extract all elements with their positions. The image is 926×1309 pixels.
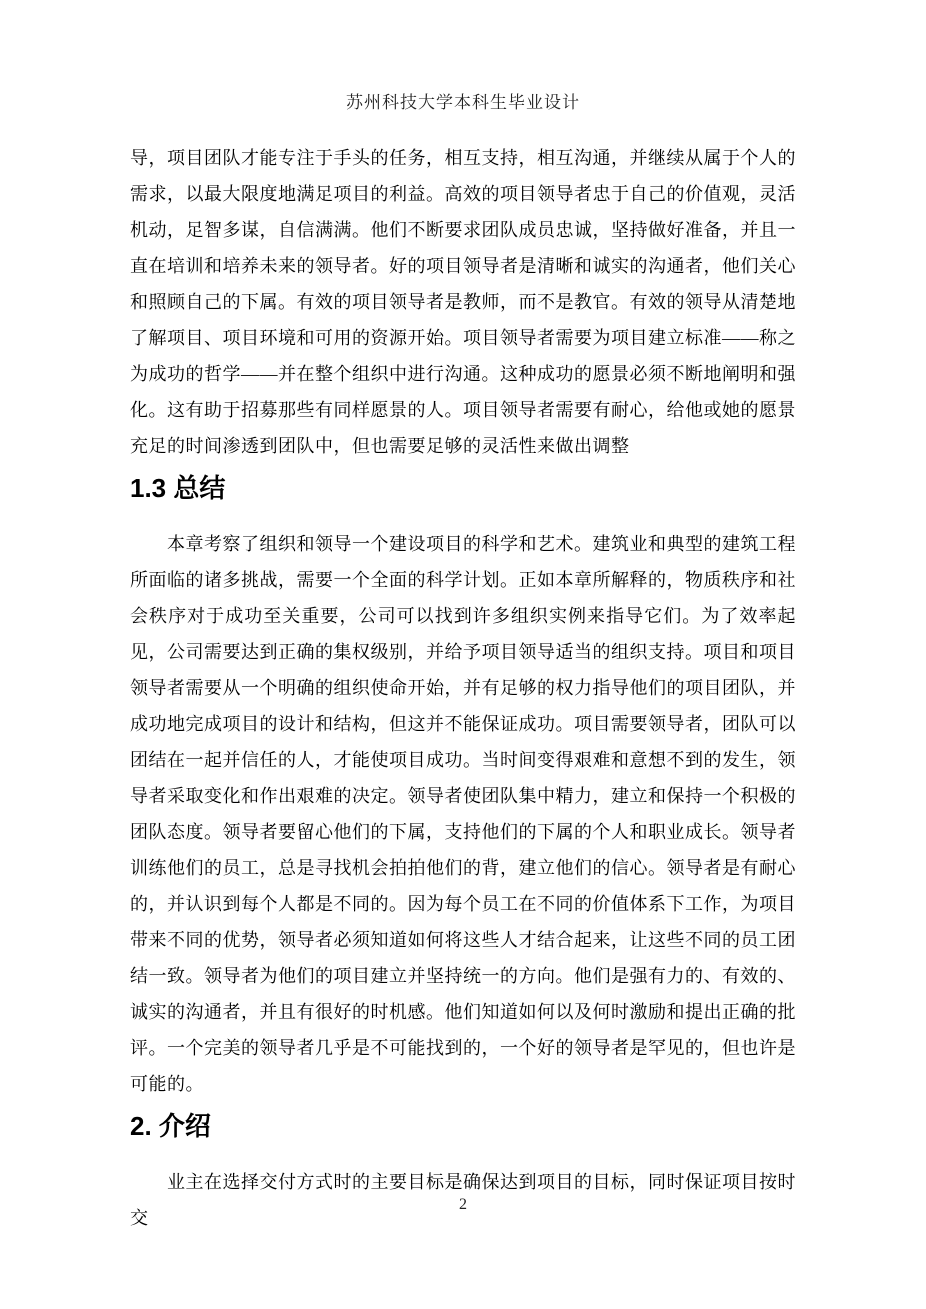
section-heading-2-introduction: 2. 介绍 [130,1111,211,1141]
document-body [130,140,796,1236]
page-number: 2 [459,1196,467,1213]
paragraph-introduction: 业主在选择交付方式时的主要目标是确保达到项目的目标，同时保证项目按时交 [130,1172,796,1228]
paragraph-chapter-summary: 本章考察了组织和领导一个建设项目的科学和艺术。建筑业和典型的建筑工程所面临的诸多挑战，需要一个全面的科学计划。正如本章所解释的，物质秩序和社会秩序对于成功至关重要，公司可以找到许多组织实例来指导它们。为了效率起见，公司需要达到正确的集权级别，并给予项目领导适当的组织支持。项目和项目领导者需要从一个明确的组织使命开始，并有足够的权力指导他们的项目团队，并成功地完成项目的设计和结构，但这并不能保证成功。项目需要领导者，团队可以团结在一起并信任的人，才能使项目成功。当时间变得艰难和意想不到的发生，领导者采取变化和作出艰难的决定。领导者使团队集中精力，建立和保持一个积极的团队态度。领导者要留心他们的下属，支持他们的下属的个人和职业成长。领导者训练他们的员工，总是寻找机会拍拍他们的背，建立他们的信心。领导者是有耐心的，并认识到每个人都是不同的。因为每个员工在不同的价值体系下工作，为项目带来不同的优势，领导者必须知道如何将这些人才结合起来，让这些不同的员工团结一致。领导者为他们的项目建立并坚持统一的方向。他们是强有力的、有效的、诚实的沟通者，并且有很好的时机感。他们知道如何以及何时激励和提出正确的批评。一个完美的领导者几乎是不可能找到的，一个好的领导者是罕见的，但也许是可能的。 [130,534,796,1094]
section-heading-1-3-summary: 1.3 总结 [130,473,226,503]
running-header: 苏州科技大学本科生毕业设计 [346,93,580,112]
paragraph-leadership-continuation: 导，项目团队才能专注于手头的任务，相互支持，相互沟通，并继续从属于个人的需求，以最大限度地满足项目的利益。高效的项目领导者忠于自己的价值观，灵活机动，足智多谋，自信满满。他们不断要求团队成员忠诚，坚持做好准备，并且一直在培训和培养未来的领导者。好的项目领导者是清晰和诚实的沟通者，他们关心和照顾自己的下属。有效的项目领导者是教师，而不是教官。有效的领导从清楚地了解项目、项目环境和可用的资源开始。项目领导者需要为项目建立标准——称之为成功的哲学——并在整个组织中进行沟通。这种成功的愿景必须不断地阐明和强化。这有助于招募那些有同样愿景的人。项目领导者需要有耐心，给他或她的愿景充足的时间渗透到团队中，但也需要足够的灵活性来做出调整 [130,148,796,456]
